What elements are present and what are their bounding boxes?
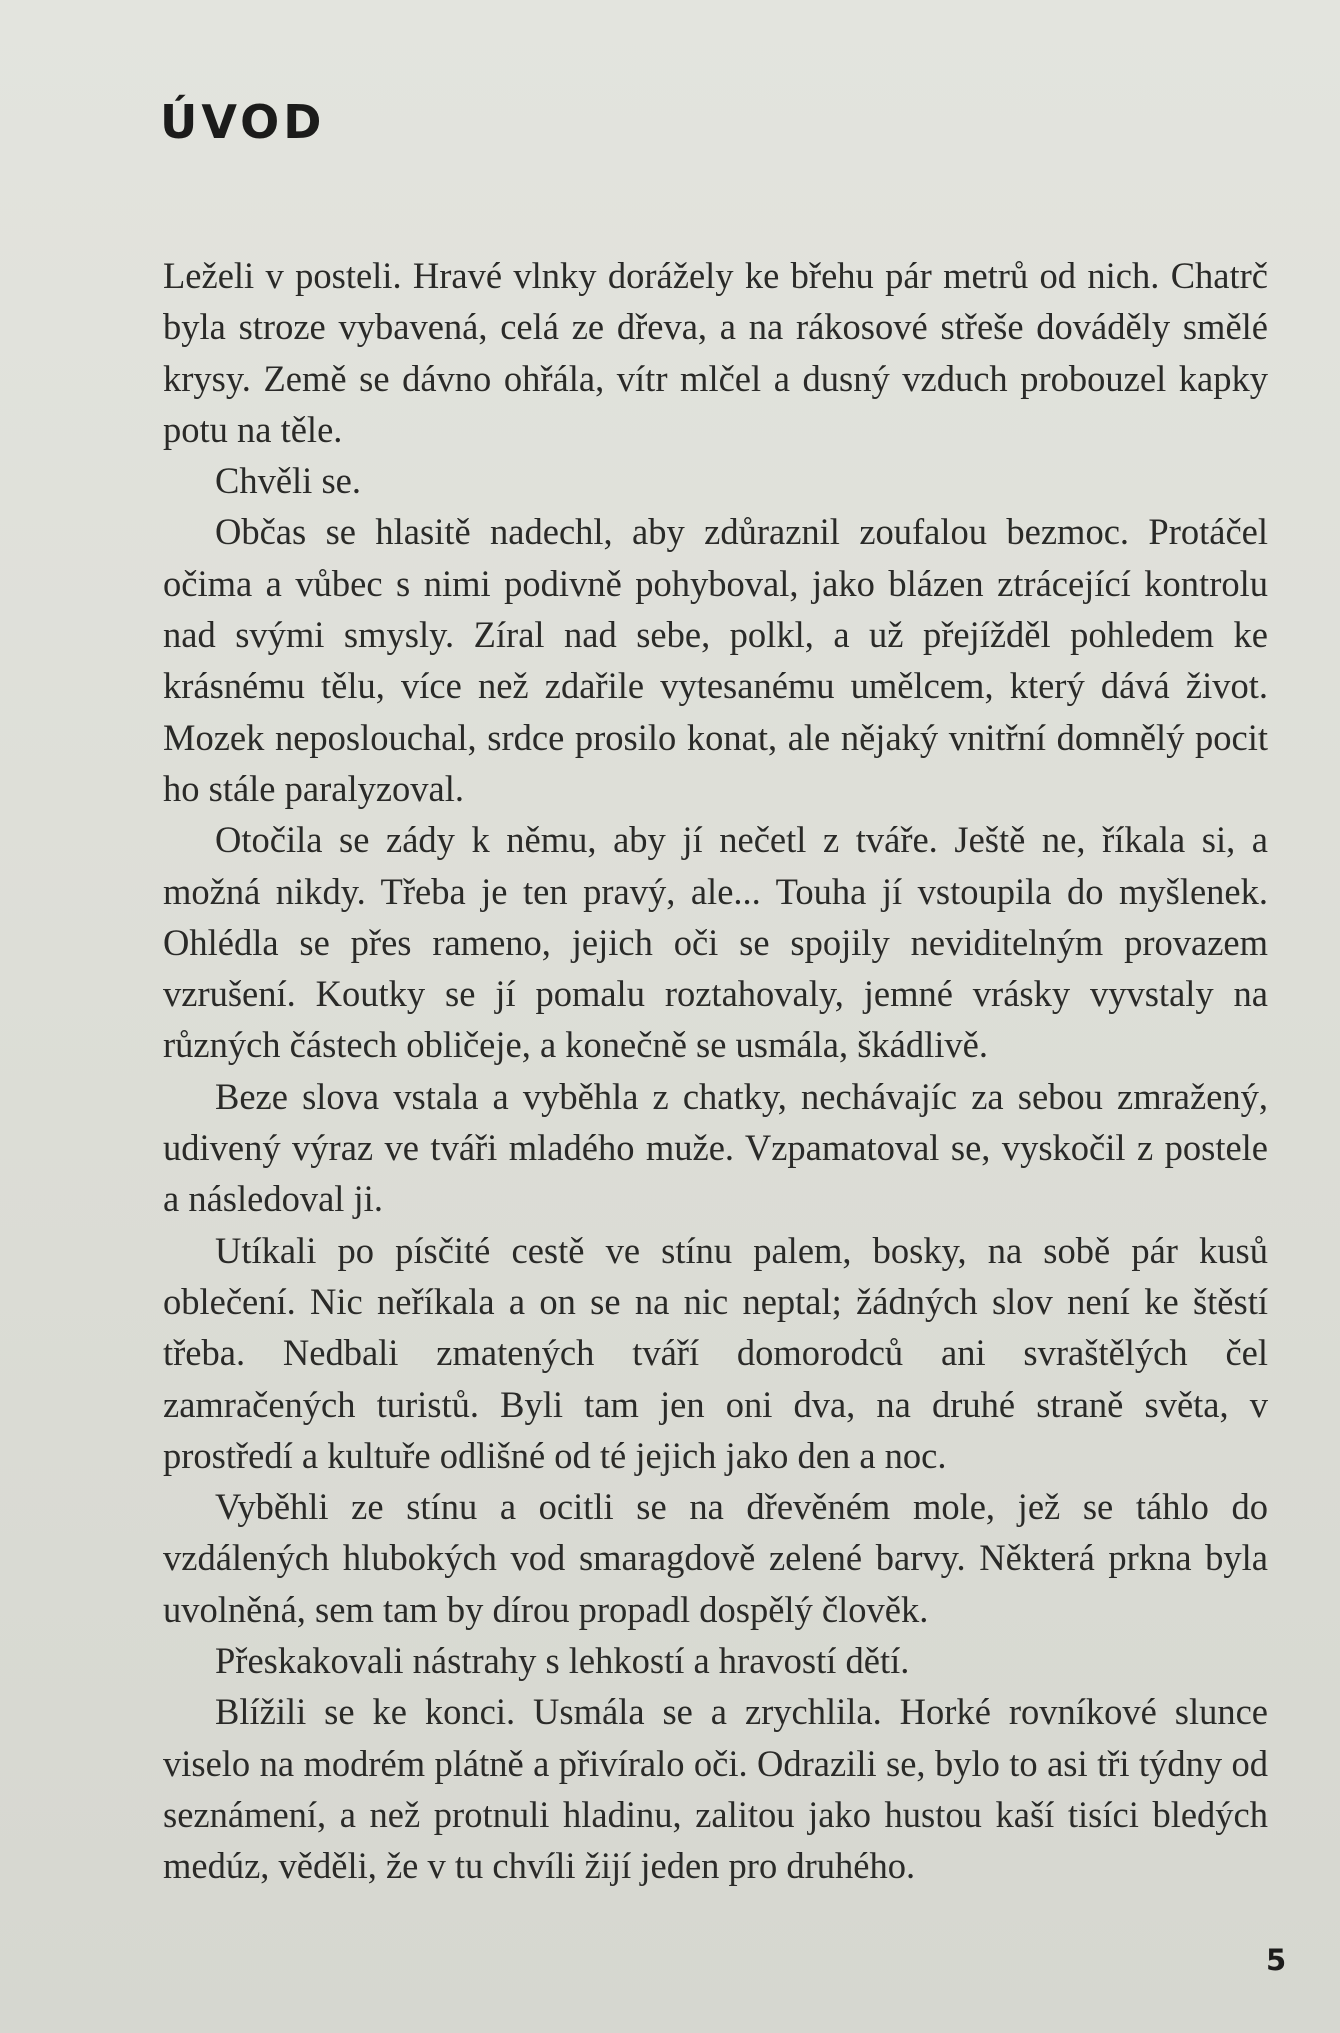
paragraph-7: Vyběhli ze stínu a ocitli se na dřevěném mole, jež se táhlo do vzdálených hlubokých vod smaragdově zelené barvy. Některá prkna byla uvolněná, sem tam by dírou propadl dospělý člověk.: [163, 1486, 1268, 1630]
paragraph-2: Chvěli se.: [215, 460, 361, 502]
chapter-body: [163, 250, 1268, 1892]
paragraph-6: Utíkali po písčité cestě ve stínu palem, bosky, na sobě pár kusů oblečení. Nic neříkala a on se na nic neptal; žádných slov není ke štěstí třeba. Nedbali zmatených tváří domorodců ani svraštělých čel zamračených turistů. Byli tam jen oni dva, na druhé straně světa, v prostředí a kultuře odlišné od té jejich jako den a noc.: [163, 1229, 1268, 1476]
paragraph-8: Přeskakovali nástrahy s lehkostí a hravostí dětí.: [215, 1640, 910, 1682]
paragraph-5: Beze slova vstala a vyběhla z chatky, nechávajíc za sebou zmražený, udivený výraz ve tváři mladého muže. Vzpamatoval se, vyskočil z postele a následoval ji.: [163, 1075, 1268, 1220]
chapter-heading: ÚVOD: [160, 95, 326, 149]
paragraph-9: Blížili se ke konci. Usmála se a zrychlila. Horké rovníkové slunce viselo na modrém plátně a přivíralo oči. Odrazili se, bylo to asi tři týdny od seznámení, a než protnuli hladinu, zalitou jako hustou kaší tisíci bledých medúz, věděli, že v tu chvíli žijí jeden pro druhého.: [163, 1691, 1268, 1887]
paragraph-4: Otočila se zády k němu, aby jí nečetl z tváře. Ještě ne, říkala si, a možná nikdy. Třeba je ten pravý, ale... Touha jí vstoupila do myšlenek. Ohlédla se přes rameno, jejich oči se spojily neviditelným provazem vzrušení. Koutky se jí pomalu roztahovaly, jemné vrásky vyvstaly na různých částech obličeje, a konečně se usmála, škádlivě.: [163, 819, 1268, 1066]
paragraph-3: Občas se hlasitě nadechl, aby zdůraznil zoufalou bezmoc. Protáčel očima a vůbec s nimi podivně pohyboval, jako blázen ztrácející kontrolu nad svými smysly. Zíral nad sebe, polkl, a už přejížděl pohledem ke krásnému tělu, více než zdařile vytesanému umělcem, který dává život. Mozek neposlouchal, srdce prosilo konat, ale nějaký vnitřní domnělý pocit ho stále paralyzoval.: [163, 511, 1268, 809]
paragraph-1: Leželi v posteli. Hravé vlnky dorážely ke břehu pár metrů od nich. Chatrč byla stroze vybavená, celá ze dřeva, a na rákosové střeše dováděly smělé krysy. Země se dávno ohřála, vítr mlčel a dusný vzduch probouzel kapky potu na těle.: [163, 255, 1268, 450]
page-number: 5: [1266, 1943, 1287, 1977]
